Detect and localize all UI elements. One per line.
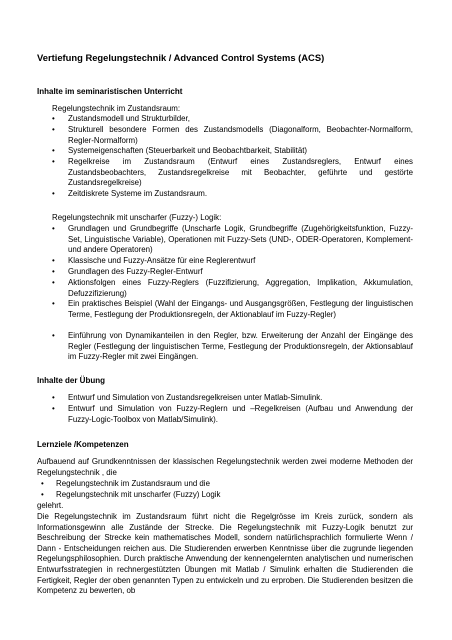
document-title: Vertiefung Regelungstechnik / Advanced Control Systems (ACS) bbox=[37, 52, 325, 63]
bullet-icon: • bbox=[41, 490, 44, 499]
list-item: Entwurf und Simulation von Fuzzy-Reglern und –Regelkreisen (Aufbau und Anwendung der Fuzzy-Logic-Toolbox von Matlab/Simulink). bbox=[68, 404, 413, 424]
list-item: Regelungstechnik mit unscharfer (Fuzzy) Logik bbox=[56, 490, 221, 499]
bullet-icon: • bbox=[52, 146, 55, 155]
bullet-icon: • bbox=[52, 331, 55, 340]
bullet-icon: • bbox=[52, 267, 55, 276]
bullet-icon: • bbox=[52, 393, 55, 402]
list-item: Zeitdiskrete Systeme im Zustandsraum. bbox=[68, 189, 208, 198]
list-item: Regelungstechnik im Zustandsraum und die bbox=[56, 479, 210, 488]
bullet-icon: • bbox=[52, 114, 55, 123]
section-heading-exercise: Inhalte der Übung bbox=[37, 376, 105, 385]
goals-intro: Aufbauend auf Grundkenntnissen der klassischen Regelungstechnik werden zwei moderne Methoden der Regelungstechnik , die bbox=[37, 457, 413, 477]
bullet-icon: • bbox=[52, 404, 55, 413]
bullet-icon: • bbox=[52, 256, 55, 265]
bullet-icon: • bbox=[52, 278, 55, 287]
list-item: Systemeigenschaften (Steuerbarkeit und Beobachtbarkeit, Stabilität) bbox=[68, 146, 308, 155]
bullet-icon: • bbox=[52, 157, 55, 166]
bullet-icon: • bbox=[41, 479, 44, 488]
group-intro-fuzzy: Regelungstechnik mit unscharfer (Fuzzy-) Logik: bbox=[52, 213, 222, 222]
goals-after: gelehrt. bbox=[37, 501, 64, 510]
section-heading-seminar: Inhalte im seminaristischen Unterricht bbox=[37, 87, 183, 96]
group-intro-state-space: Regelungstechnik im Zustandsraum: bbox=[52, 104, 181, 113]
bullet-icon: • bbox=[52, 224, 55, 233]
list-item: Einführung von Dynamikanteilen in den Regler, bzw. Erweiterung der Anzahl der Eingänge des Regler (Festlegung der linguistischen Terme, Festlegung der Produktionsregeln, der Aktionsablauf im Fuzzy-Regler mit zwei Eingängen. bbox=[68, 331, 413, 362]
list-item: Entwurf und Simulation von Zustandsregelkreisen unter Matlab-Simulink. bbox=[68, 393, 323, 402]
list-item: Strukturell besondere Formen des Zustandsmodells (Diagonalform, Beobachter-Normalform, Regler-Normalform) bbox=[68, 125, 413, 145]
list-item: Grundlagen des Fuzzy-Regler-Entwurf bbox=[68, 267, 203, 276]
list-item: Grundlagen und Grundbegriffe (Unscharfe Logik, Grundbegriffe (Zugehörigkeitsfunktion, Fuzzy-Set, Linguistische Variable), Operationen mit Fuzzy-Sets (UND-, ODER-Operatoren, Komplement- und andere Operatoren) bbox=[68, 224, 413, 255]
list-item: Regelkreise im Zustandsraum (Entwurf eines Zustandsreglers, Entwurf eines Zustandsbeobachters, Zustandsregelkreise mit Beobachter, geführte und gestörte Zustandsregelkreise) bbox=[68, 157, 413, 188]
bullet-icon: • bbox=[52, 189, 55, 198]
goals-paragraph: Die Regelungstechnik im Zustandsraum führt nicht die Regelgrösse im Kreis zurück, sondern als Informationsgewinn alle Zustände der Strecke. Die Regelungstechnik mit Fuzzy-Logik benutzt zur Beschreibung der Strecke kein mathematisches Modell, sondern natürlichsprachlich formulierte Wenn / Dann - Entscheidungen reichen aus. Die Studierenden erwerben Kenntnisse über die zugrunde liegenden Regelungsphilosophien. Durch praktische Anwendung der kennengelernten analytischen und numerischen Entwurfsstrategien in rechnergestützten Übungen mit Matlab / Simulink erhalten die Studierenden die Fertigkeit, Regler der oben genannten Typen zu entwickeln und zu erproben. Die Studierenden besitzen die Kompetenz zu bewerten, ob bbox=[37, 512, 413, 596]
bullet-icon: • bbox=[52, 125, 55, 134]
bullet-icon: • bbox=[52, 299, 55, 308]
section-heading-goals: Lernziele /Kompetenzen bbox=[37, 440, 129, 449]
list-item: Klassische und Fuzzy-Ansätze für eine Reglerentwurf bbox=[68, 256, 256, 265]
list-item: Zustandsmodell und Strukturbilder, bbox=[68, 114, 190, 123]
list-item: Aktionsfolgen eines Fuzzy-Reglers (Fuzzifizierung, Aggregation, Implikation, Akkumulation, Defuzzifizierung) bbox=[68, 278, 413, 298]
list-item: Ein praktisches Beispiel (Wahl der Eingangs- und Ausgangsgrößen, Festlegung der linguistischen Terme, Festlegung der Produktionsregeln, der Aktionablauf im Fuzzy-Regler) bbox=[68, 299, 413, 319]
